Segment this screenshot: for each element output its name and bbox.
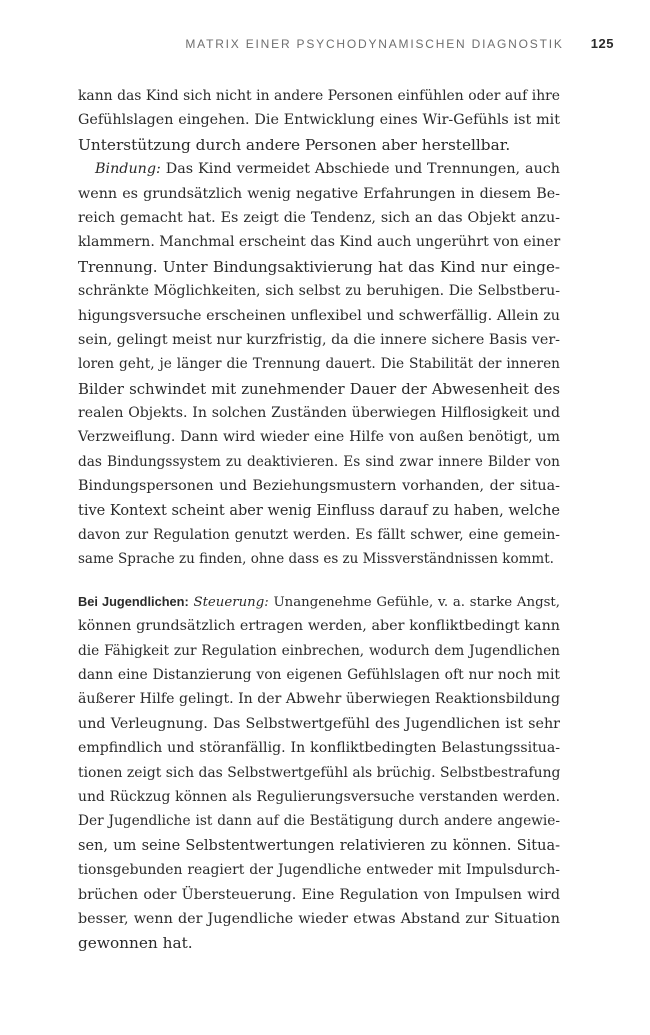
text-line: sein, gelingt meist nur kurzfristig, da die innere sichere Basis ver- [78, 331, 560, 348]
text-line: reich gemacht hat. Es zeigt die Tendenz, sich an das Objekt anzu- [78, 209, 560, 226]
text-line: kann das Kind sich nicht in andere Personen einfühlen oder auf ihre [78, 88, 560, 104]
text-line: die Fähigkeit zur Regulation einbrechen, wodurch dem Jugendlichen [78, 642, 560, 659]
text-line: loren geht, je länger die Trennung dauert. Die Stabilität der inneren [78, 356, 560, 373]
text-line: wenn es grundsätzlich wenig negative Erfahrungen in diesem Be- [78, 185, 560, 202]
text-line: können grundsätzlich ertragen werden, aber konfliktbedingt kann [78, 618, 560, 635]
text-line: tionsgebunden reagiert der Jugendliche entweder mit Impulsdurch- [78, 862, 560, 879]
paragraph-label: Steuerung: [193, 594, 269, 610]
paragraph-bindung [78, 157, 560, 572]
text-line: dann eine Distanzierung von eigenen Gefühlslagen oft nur noch mit [78, 666, 560, 683]
text-line: tive Kontext scheint aber wenig Einfluss darauf zu haben, welche [78, 502, 560, 519]
running-header [0, 36, 614, 51]
text-line: klammern. Manchmal erscheint das Kind auch ungerührt von einer [78, 234, 561, 251]
text-line: brüchen oder Übersteuerung. Eine Regulation von Impulsen wird [78, 886, 560, 903]
text-run: Das Kind vermeidet Abschiede und Trennungen, auch [160, 161, 560, 178]
text-line: Bindungspersonen und Beziehungsmustern vorhanden, der situa- [78, 478, 560, 495]
text-run: Unangenehme Gefühle, v. a. starke Angst, [268, 594, 560, 610]
text-line: Der Jugendliche ist dann auf die Bestätigung durch andere angewie- [78, 813, 560, 830]
paragraph-label: Bindung: [95, 161, 161, 178]
paragraph-spacer [78, 572, 560, 590]
text-line [78, 157, 560, 181]
text-line: gewonnen hat. [78, 934, 193, 953]
text-line: realen Objekts. In solchen Zuständen überwiegen Hilflosigkeit und [78, 405, 560, 422]
paragraph-jugendliche [78, 590, 560, 956]
text-line: das Bindungssystem zu deaktivieren. Es sind zwar innere Bilder von [78, 453, 560, 470]
text-line: davon zur Regulation genutzt werden. Es fällt schwer, eine gemein- [78, 527, 560, 544]
text-line: Bilder schwindet mit zunehmender Dauer der Abwesenheit des [78, 379, 560, 398]
page-number: 125 [590, 36, 614, 51]
text-line: same Sprache zu finden, ohne dass es zu Missverständnissen kommt. [78, 551, 554, 568]
section-lead-label: Bei Jugendlichen: [78, 593, 189, 609]
text-line: Trennung. Unter Bindungsaktivierung hat das Kind nur einge- [78, 257, 560, 276]
text-line: besser, wenn der Jugendliche wieder etwas Abstand zur Situation [78, 910, 560, 927]
text-line: Verzweiflung. Dann wird wieder eine Hilfe von außen benötigt, um [78, 429, 560, 446]
text-line: sen, um seine Selbstentwertungen relativieren zu können. Situa- [78, 837, 560, 854]
text-line: tionen zeigt sich das Selbstwertgefühl als brüchig. Selbstbestrafung [78, 764, 561, 781]
text-line [78, 590, 560, 614]
text-line: higungsversuche erscheinen unflexibel und schwerfällig. Allein zu [78, 307, 560, 324]
text-line: und Rückzug können als Regulierungsversuche verstanden werden. [78, 788, 560, 805]
paragraph-continued [78, 84, 560, 157]
running-header-title: MATRIX EINER PSYCHODYNAMISCHEN DIAGNOSTIK [185, 37, 564, 51]
text-line: Unterstützung durch andere Personen aber herstellbar. [78, 135, 511, 154]
body-text [78, 84, 560, 956]
text-line: und Verleugnung. Das Selbstwertgefühl des Jugendlichen ist sehr [78, 715, 560, 732]
text-line: Gefühlslagen eingehen. Die Entwicklung eines Wir-Gefühls ist mit [78, 112, 560, 129]
text-line: schränkte Möglichkeiten, sich selbst zu beruhigen. Die Selbstberu- [78, 283, 560, 300]
text-line: äußerer Hilfe gelingt. In der Abwehr überwiegen Reaktionsbildung [78, 691, 560, 708]
text-line: empfindlich und störanfällig. In konfliktbedingten Belastungssitua- [78, 740, 560, 757]
